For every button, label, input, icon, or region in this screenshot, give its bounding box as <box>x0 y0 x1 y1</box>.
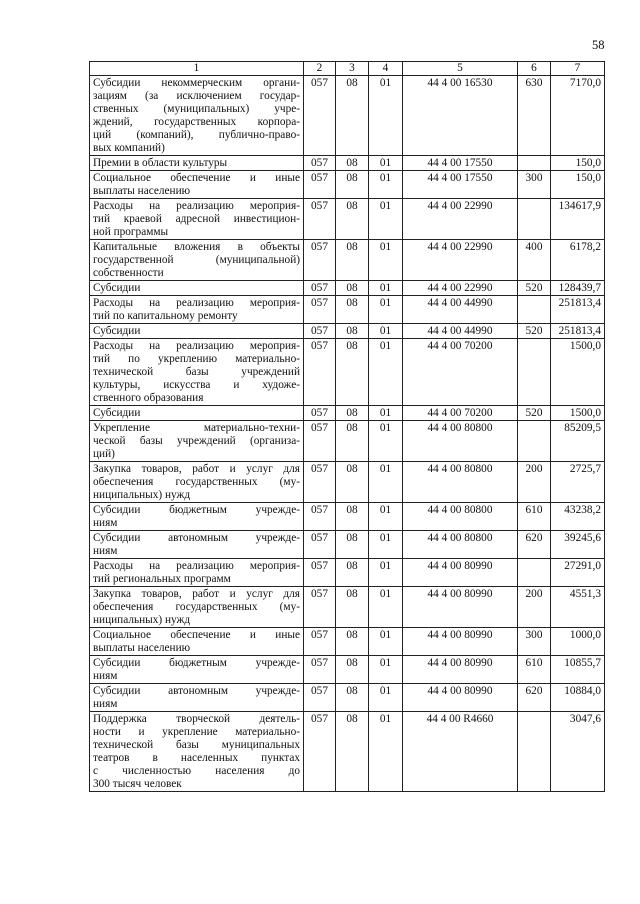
row-name-line: Расходы на реализацию мероприя- <box>93 340 300 352</box>
cell-c2: 057 <box>304 281 336 296</box>
row-name-line: Субсидии некоммерческим органи- <box>93 77 300 89</box>
cell-c2: 057 <box>304 587 336 628</box>
cell-c3: 08 <box>336 76 369 156</box>
cell-c2: 057 <box>304 240 336 281</box>
column-header: 5 <box>403 62 518 76</box>
row-name-line: обеспечения государственных (му- <box>93 601 300 613</box>
row-name-line: Расходы на реализацию мероприя- <box>93 297 300 309</box>
cell-c7: 43238,2 <box>551 503 605 531</box>
row-name-line: ниципальных) нужд <box>93 489 191 501</box>
cell-c7: 3047,6 <box>551 712 605 792</box>
row-name-line: тий региональных программ <box>93 573 231 585</box>
row-name-line: ций) <box>93 448 115 460</box>
cell-c6 <box>518 199 551 240</box>
table-row <box>90 656 605 684</box>
cell-c5: 44 4 00 80800 <box>403 421 518 462</box>
cell-c6: 630 <box>518 76 551 156</box>
row-name-line: Расходы на реализацию мероприя- <box>93 200 300 212</box>
table-row <box>90 559 605 587</box>
row-name-line: Субсидии автономным учрежде- <box>93 685 300 697</box>
budget-table <box>89 61 605 792</box>
cell-c7: 1000,0 <box>551 628 605 656</box>
cell-c6: 400 <box>518 240 551 281</box>
cell-c3: 08 <box>336 712 369 792</box>
row-name-line: вых компаний) <box>93 142 165 154</box>
cell-c6: 620 <box>518 531 551 559</box>
table-row <box>90 587 605 628</box>
cell-c2: 057 <box>304 421 336 462</box>
row-name-cell <box>90 531 304 559</box>
row-name-line: Субсидии бюджетным учрежде- <box>93 657 300 669</box>
row-name-line: Закупка товаров, работ и услуг для <box>93 463 300 475</box>
row-name-cell <box>90 559 304 587</box>
cell-c4: 01 <box>369 171 403 199</box>
row-name-line: ниципальных) нужд <box>93 614 191 626</box>
table-row <box>90 339 605 406</box>
cell-c5: 44 4 00 80990 <box>403 559 518 587</box>
cell-c7: 150,0 <box>551 171 605 199</box>
cell-c7: 10855,7 <box>551 656 605 684</box>
cell-c7: 85209,5 <box>551 421 605 462</box>
cell-c5: 44 4 00 R4660 <box>403 712 518 792</box>
row-name-cell <box>90 503 304 531</box>
row-name-line: ственного образования <box>93 392 204 404</box>
table-row <box>90 406 605 421</box>
cell-c6 <box>518 339 551 406</box>
cell-c4: 01 <box>369 76 403 156</box>
cell-c5: 44 4 00 22990 <box>403 240 518 281</box>
cell-c4: 01 <box>369 421 403 462</box>
cell-c7: 7170,0 <box>551 76 605 156</box>
row-name-cell <box>90 76 304 156</box>
row-name-line: ждений, государственных корпора- <box>93 116 300 128</box>
cell-c5: 44 4 00 80990 <box>403 684 518 712</box>
row-name-line: ной программы <box>93 226 169 238</box>
row-name-line: театров в населенных пунктах <box>93 752 300 764</box>
cell-c7: 6178,2 <box>551 240 605 281</box>
cell-c7: 1500,0 <box>551 406 605 421</box>
row-name-cell <box>90 684 304 712</box>
cell-c5: 44 4 00 80990 <box>403 656 518 684</box>
cell-c2: 057 <box>304 462 336 503</box>
cell-c5: 44 4 00 44990 <box>403 296 518 324</box>
cell-c6: 610 <box>518 503 551 531</box>
row-name-line: культуры, искусства и художе- <box>93 379 300 391</box>
row-name-cell <box>90 156 304 171</box>
cell-c4: 01 <box>369 406 403 421</box>
cell-c3: 08 <box>336 156 369 171</box>
cell-c5: 44 4 00 17550 <box>403 156 518 171</box>
row-name-cell <box>90 324 304 339</box>
row-name-line: Субсидии <box>93 407 141 419</box>
table-row <box>90 171 605 199</box>
cell-c5: 44 4 00 22990 <box>403 281 518 296</box>
table-body <box>90 76 605 792</box>
cell-c5: 44 4 00 80990 <box>403 628 518 656</box>
cell-c7: 4551,3 <box>551 587 605 628</box>
cell-c2: 057 <box>304 339 336 406</box>
cell-c6 <box>518 712 551 792</box>
row-name-line: выплаты населению <box>93 642 191 654</box>
table-row <box>90 503 605 531</box>
cell-c5: 44 4 00 17550 <box>403 171 518 199</box>
row-name-line: собственности <box>93 267 164 279</box>
row-name-cell <box>90 628 304 656</box>
column-header: 1 <box>90 62 304 76</box>
cell-c4: 01 <box>369 712 403 792</box>
row-name-cell <box>90 171 304 199</box>
column-header: 6 <box>518 62 551 76</box>
row-name-cell <box>90 406 304 421</box>
cell-c6: 200 <box>518 587 551 628</box>
table-row <box>90 281 605 296</box>
row-name-line: тий по укреплению материально- <box>93 353 300 365</box>
cell-c5: 44 4 00 80800 <box>403 462 518 503</box>
row-name-line: государственной (муниципальной) <box>93 254 300 266</box>
cell-c3: 08 <box>336 462 369 503</box>
cell-c4: 01 <box>369 339 403 406</box>
table-row <box>90 628 605 656</box>
cell-c7: 2725,7 <box>551 462 605 503</box>
cell-c4: 01 <box>369 156 403 171</box>
row-name-line: Субсидии <box>93 325 141 337</box>
table-row <box>90 684 605 712</box>
cell-c2: 057 <box>304 199 336 240</box>
cell-c7: 128439,7 <box>551 281 605 296</box>
cell-c6: 300 <box>518 171 551 199</box>
cell-c4: 01 <box>369 628 403 656</box>
row-name-cell <box>90 240 304 281</box>
cell-c3: 08 <box>336 559 369 587</box>
cell-c6 <box>518 156 551 171</box>
cell-c2: 057 <box>304 531 336 559</box>
cell-c4: 01 <box>369 240 403 281</box>
row-name-line: Социальное обеспечение и иные <box>93 172 300 184</box>
row-name-cell <box>90 712 304 792</box>
row-name-cell <box>90 199 304 240</box>
row-name-line: Премии в области культуры <box>93 157 228 169</box>
row-name-cell <box>90 587 304 628</box>
cell-c3: 08 <box>336 296 369 324</box>
column-header: 7 <box>551 62 605 76</box>
header-row <box>90 62 605 76</box>
row-name-line: Поддержка творческой деятель- <box>93 713 300 725</box>
cell-c7: 10884,0 <box>551 684 605 712</box>
cell-c5: 44 4 00 80800 <box>403 503 518 531</box>
cell-c5: 44 4 00 80800 <box>403 531 518 559</box>
row-name-cell <box>90 462 304 503</box>
cell-c4: 01 <box>369 587 403 628</box>
cell-c2: 057 <box>304 559 336 587</box>
cell-c3: 08 <box>336 406 369 421</box>
table-row <box>90 462 605 503</box>
cell-c3: 08 <box>336 587 369 628</box>
cell-c2: 057 <box>304 406 336 421</box>
row-name-line: Расходы на реализацию мероприя- <box>93 560 300 572</box>
cell-c6 <box>518 296 551 324</box>
cell-c2: 057 <box>304 628 336 656</box>
row-name-line: Укрепление материально-техни- <box>93 422 300 434</box>
row-name-line: зациям (за исключением государ- <box>93 90 300 102</box>
row-name-line: ниям <box>93 517 118 529</box>
cell-c6 <box>518 559 551 587</box>
row-name-line: 300 тысяч человек <box>93 778 182 790</box>
row-name-line: Субсидии автономным учрежде- <box>93 532 300 544</box>
cell-c5: 44 4 00 44990 <box>403 324 518 339</box>
cell-c4: 01 <box>369 324 403 339</box>
cell-c4: 01 <box>369 559 403 587</box>
row-name-line: Субсидии <box>93 282 141 294</box>
cell-c4: 01 <box>369 656 403 684</box>
cell-c4: 01 <box>369 503 403 531</box>
table-row <box>90 76 605 156</box>
row-name-cell <box>90 656 304 684</box>
cell-c3: 08 <box>336 339 369 406</box>
cell-c4: 01 <box>369 684 403 712</box>
cell-c3: 08 <box>336 628 369 656</box>
cell-c2: 057 <box>304 171 336 199</box>
cell-c2: 057 <box>304 656 336 684</box>
cell-c5: 44 4 00 70200 <box>403 339 518 406</box>
row-name-line: тий по капитальному ремонту <box>93 310 238 322</box>
cell-c2: 057 <box>304 76 336 156</box>
row-name-line: ниям <box>93 545 118 557</box>
cell-c3: 08 <box>336 684 369 712</box>
cell-c3: 08 <box>336 503 369 531</box>
table-row <box>90 421 605 462</box>
cell-c6: 620 <box>518 684 551 712</box>
cell-c7: 39245,6 <box>551 531 605 559</box>
cell-c4: 01 <box>369 199 403 240</box>
cell-c4: 01 <box>369 281 403 296</box>
cell-c3: 08 <box>336 656 369 684</box>
cell-c2: 057 <box>304 684 336 712</box>
row-name-line: технической базы учреждений <box>93 366 300 378</box>
cell-c3: 08 <box>336 171 369 199</box>
page-number: 58 <box>592 38 605 52</box>
cell-c6 <box>518 421 551 462</box>
cell-c6: 520 <box>518 281 551 296</box>
row-name-line: ниям <box>93 670 118 682</box>
row-name-line: ниям <box>93 698 118 710</box>
row-name-cell <box>90 296 304 324</box>
cell-c2: 057 <box>304 156 336 171</box>
table-row <box>90 296 605 324</box>
cell-c7: 251813,4 <box>551 324 605 339</box>
row-name-line: Социальное обеспечение и иные <box>93 629 300 641</box>
cell-c6: 520 <box>518 406 551 421</box>
cell-c3: 08 <box>336 421 369 462</box>
cell-c7: 134617,9 <box>551 199 605 240</box>
cell-c6: 200 <box>518 462 551 503</box>
table-row <box>90 531 605 559</box>
column-header: 2 <box>304 62 336 76</box>
cell-c7: 27291,0 <box>551 559 605 587</box>
cell-c3: 08 <box>336 531 369 559</box>
cell-c4: 01 <box>369 296 403 324</box>
row-name-line: ций (компаний), публично-право- <box>93 129 300 141</box>
row-name-line: тий краевой адресной инвестицион- <box>93 213 300 225</box>
cell-c2: 057 <box>304 296 336 324</box>
row-name-line: Закупка товаров, работ и услуг для <box>93 588 300 600</box>
row-name-cell <box>90 421 304 462</box>
table-row <box>90 199 605 240</box>
table-row <box>90 324 605 339</box>
row-name-line: с численностью населения до <box>93 765 300 777</box>
column-header: 3 <box>336 62 369 76</box>
cell-c5: 44 4 00 70200 <box>403 406 518 421</box>
table-row <box>90 240 605 281</box>
cell-c2: 057 <box>304 712 336 792</box>
row-name-cell <box>90 281 304 296</box>
cell-c7: 150,0 <box>551 156 605 171</box>
cell-c5: 44 4 00 16530 <box>403 76 518 156</box>
row-name-line: ственных (муниципальных) учре- <box>93 103 300 115</box>
row-name-line: выплаты населению <box>93 185 191 197</box>
cell-c7: 251813,4 <box>551 296 605 324</box>
cell-c6: 300 <box>518 628 551 656</box>
row-name-line: ческой базы учреждений (организа- <box>93 435 300 447</box>
column-header: 4 <box>369 62 403 76</box>
cell-c3: 08 <box>336 281 369 296</box>
row-name-line: технической базы муниципальных <box>93 739 300 751</box>
table-row <box>90 712 605 792</box>
cell-c4: 01 <box>369 462 403 503</box>
cell-c5: 44 4 00 80990 <box>403 587 518 628</box>
row-name-line: Капитальные вложения в объекты <box>93 241 300 253</box>
row-name-line: ности и укрепление материально- <box>93 726 300 738</box>
cell-c3: 08 <box>336 324 369 339</box>
table-row <box>90 156 605 171</box>
cell-c4: 01 <box>369 531 403 559</box>
cell-c7: 1500,0 <box>551 339 605 406</box>
row-name-line: Субсидии бюджетным учрежде- <box>93 504 300 516</box>
cell-c6: 610 <box>518 656 551 684</box>
cell-c6: 520 <box>518 324 551 339</box>
cell-c2: 057 <box>304 324 336 339</box>
row-name-cell <box>90 339 304 406</box>
row-name-line: обеспечения государственных (му- <box>93 476 300 488</box>
cell-c5: 44 4 00 22990 <box>403 199 518 240</box>
cell-c2: 057 <box>304 503 336 531</box>
cell-c3: 08 <box>336 240 369 281</box>
cell-c3: 08 <box>336 199 369 240</box>
